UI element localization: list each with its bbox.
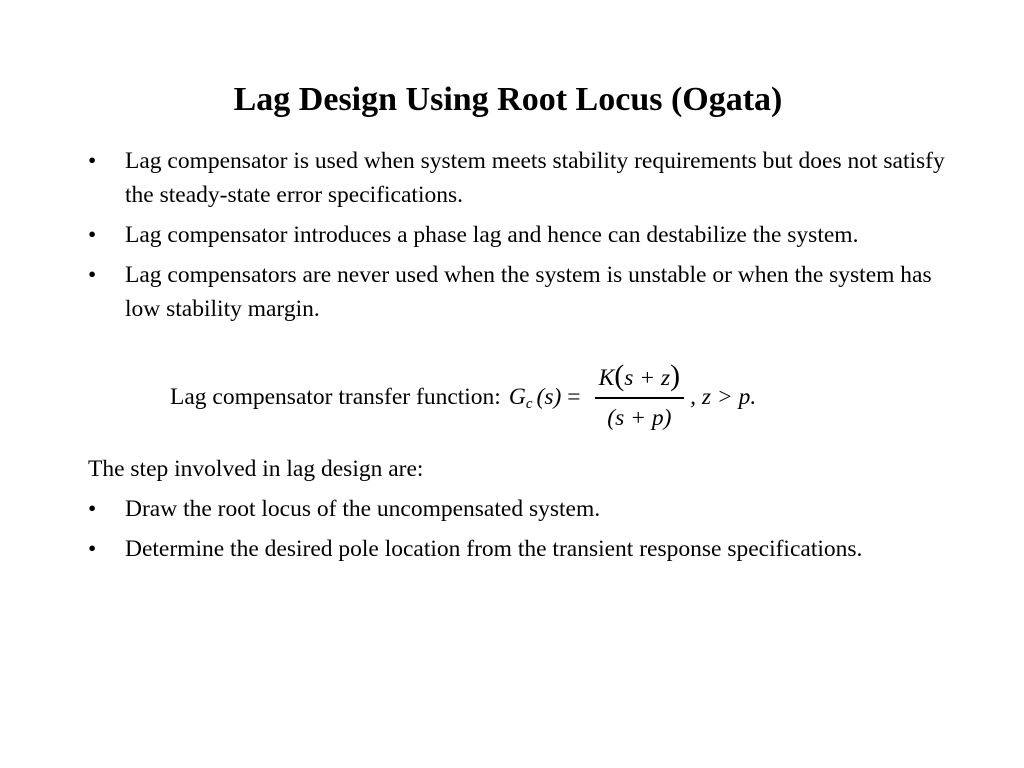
formula-numerator-rparen: ): [670, 359, 681, 393]
formula-numerator: [595, 361, 685, 397]
step-text: Determine the desired pole location from the transient response specifications.: [125, 536, 863, 562]
formula-fraction: [595, 361, 685, 433]
list-item: [88, 532, 948, 566]
bullet-list: [88, 144, 948, 332]
bullet-icon: •: [88, 536, 97, 562]
list-item: [88, 218, 948, 252]
bullet-icon: •: [88, 262, 97, 288]
formula-numerator-lparen: (: [614, 359, 625, 393]
formula-denominator: (s + p): [607, 404, 672, 431]
formula-label: Lag compensator transfer function:: [170, 383, 501, 410]
bullet-icon: •: [88, 496, 97, 522]
bullet-icon: •: [88, 222, 97, 248]
bullet-icon: •: [88, 148, 97, 174]
formula-numerator-k: K: [598, 365, 615, 392]
formula-argument: (s): [536, 383, 562, 410]
list-item: [88, 492, 948, 526]
step-text: Draw the root locus of the uncompensated system.: [125, 496, 601, 522]
formula-g-subscript: c: [525, 395, 533, 412]
transfer-function-formula: [170, 354, 756, 440]
steps-intro: The step involved in lag design are:: [88, 456, 424, 482]
bullet-text: Lag compensator is used when system meets stability requirements but does not satisfy the steady-state error specifications.: [125, 148, 945, 208]
formula-numerator-body: s + z: [624, 365, 671, 392]
steps-list: [88, 492, 948, 572]
list-item: [88, 144, 948, 212]
formula-g: G: [508, 383, 526, 410]
bullet-text: Lag compensators are never used when the system is unstable or when the system has low stability margin.: [125, 262, 932, 322]
slide-title: Lag Design Using Root Locus (Ogata): [233, 81, 783, 118]
list-item: [88, 258, 948, 326]
formula-equals: =: [567, 383, 581, 410]
formula-condition: , z > p.: [690, 383, 757, 410]
bullet-text: Lag compensator introduces a phase lag and hence can destabilize the system.: [125, 222, 859, 248]
